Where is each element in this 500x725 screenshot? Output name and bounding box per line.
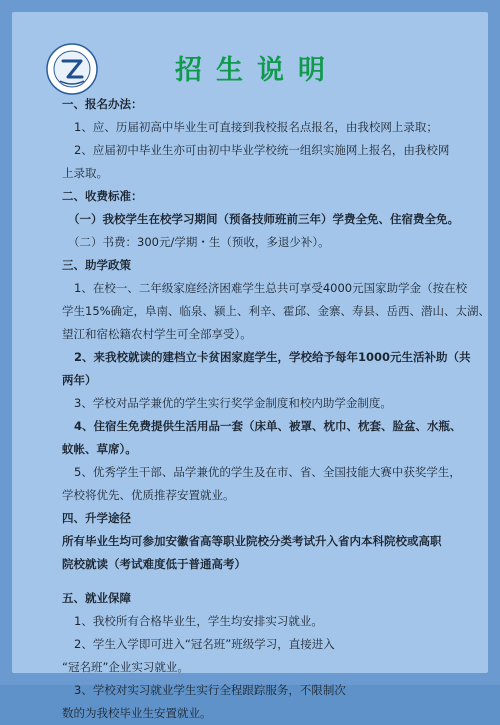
admission-content [62, 93, 491, 725]
text-line: 院校就读（考试难度低于普通高考） [62, 557, 246, 571]
spacer [62, 576, 478, 587]
text-line: 蚊帐、草席）。 [62, 442, 137, 456]
text-line: 望江和宿松籍农村学生可全部享受）。 [62, 327, 252, 341]
text-line: “冠名班”企业实习就业。 [62, 660, 189, 674]
text-line: 2、学生入学即可进入“冠名班”班级学习，直接进入 [74, 637, 335, 651]
text-line: 1、应、历届初高中毕业生可直接到我校报名点报名，由我校网上录取； [74, 120, 438, 134]
text-line: 学校将优先、优质推荐安置就业。 [62, 488, 235, 502]
section-heading: 四、升学途径 [62, 511, 131, 525]
text-line: 上录取。 [62, 166, 108, 180]
section-heading: 三、助学政策 [62, 258, 131, 272]
text-line: 1、我校所有合格毕业生，学生均安排实习就业。 [74, 614, 323, 628]
text-line: 5、优秀学生干部、品学兼优的学生及在市、省、全国技能大赛中获奖学生， [74, 465, 461, 479]
page-title: 招生说明 [175, 55, 339, 86]
text-line: 学生15%确定，阜南、临泉、颍上、利辛、霍邱、金寨、寿县、岳西、潜山、太湖、 [62, 304, 491, 318]
text-line: 1、在校一、二年级家庭经济困难学生总共可享受4000元国家助学金（按在校 [74, 281, 468, 295]
text-line: （一）我校学生在校学习期间（预备技师班前三年）学费全免、住宿费全免。 [68, 212, 459, 226]
text-line: （二）书费：300元/学期・生（预收，多退少补）。 [68, 235, 330, 249]
text-line: 3、学校对品学兼优的学生实行奖学金制度和校内助学金制度。 [74, 396, 392, 410]
text-line: 两年） [62, 373, 97, 387]
text-line: 数的为我校毕业生安置就业。 [62, 706, 212, 720]
text-line: 2、来我校就读的建档立卡贫困家庭学生，学校给予每年1000元生活补助（共 [74, 350, 471, 364]
section-heading: 一、报名办法： [62, 97, 143, 111]
text-line: 3、学校对实习就业学生实行全程跟踪服务，不限制次 [74, 683, 346, 697]
text-line: 所有毕业生均可参加安徽省高等职业院校分类考试升入省内本科院校或高职 [62, 534, 442, 548]
text-line: 2、应届初中毕业生亦可由初中毕业学校统一组织实施网上报名，由我校网 [74, 143, 450, 157]
text-line: 4、住宿生免费提供生活用品一套（床单、被罩、枕巾、枕套、脸盆、水瓶、 [74, 419, 462, 433]
section-heading: 五、就业保障 [62, 591, 131, 605]
section-heading: 二、收费标准： [62, 189, 143, 203]
